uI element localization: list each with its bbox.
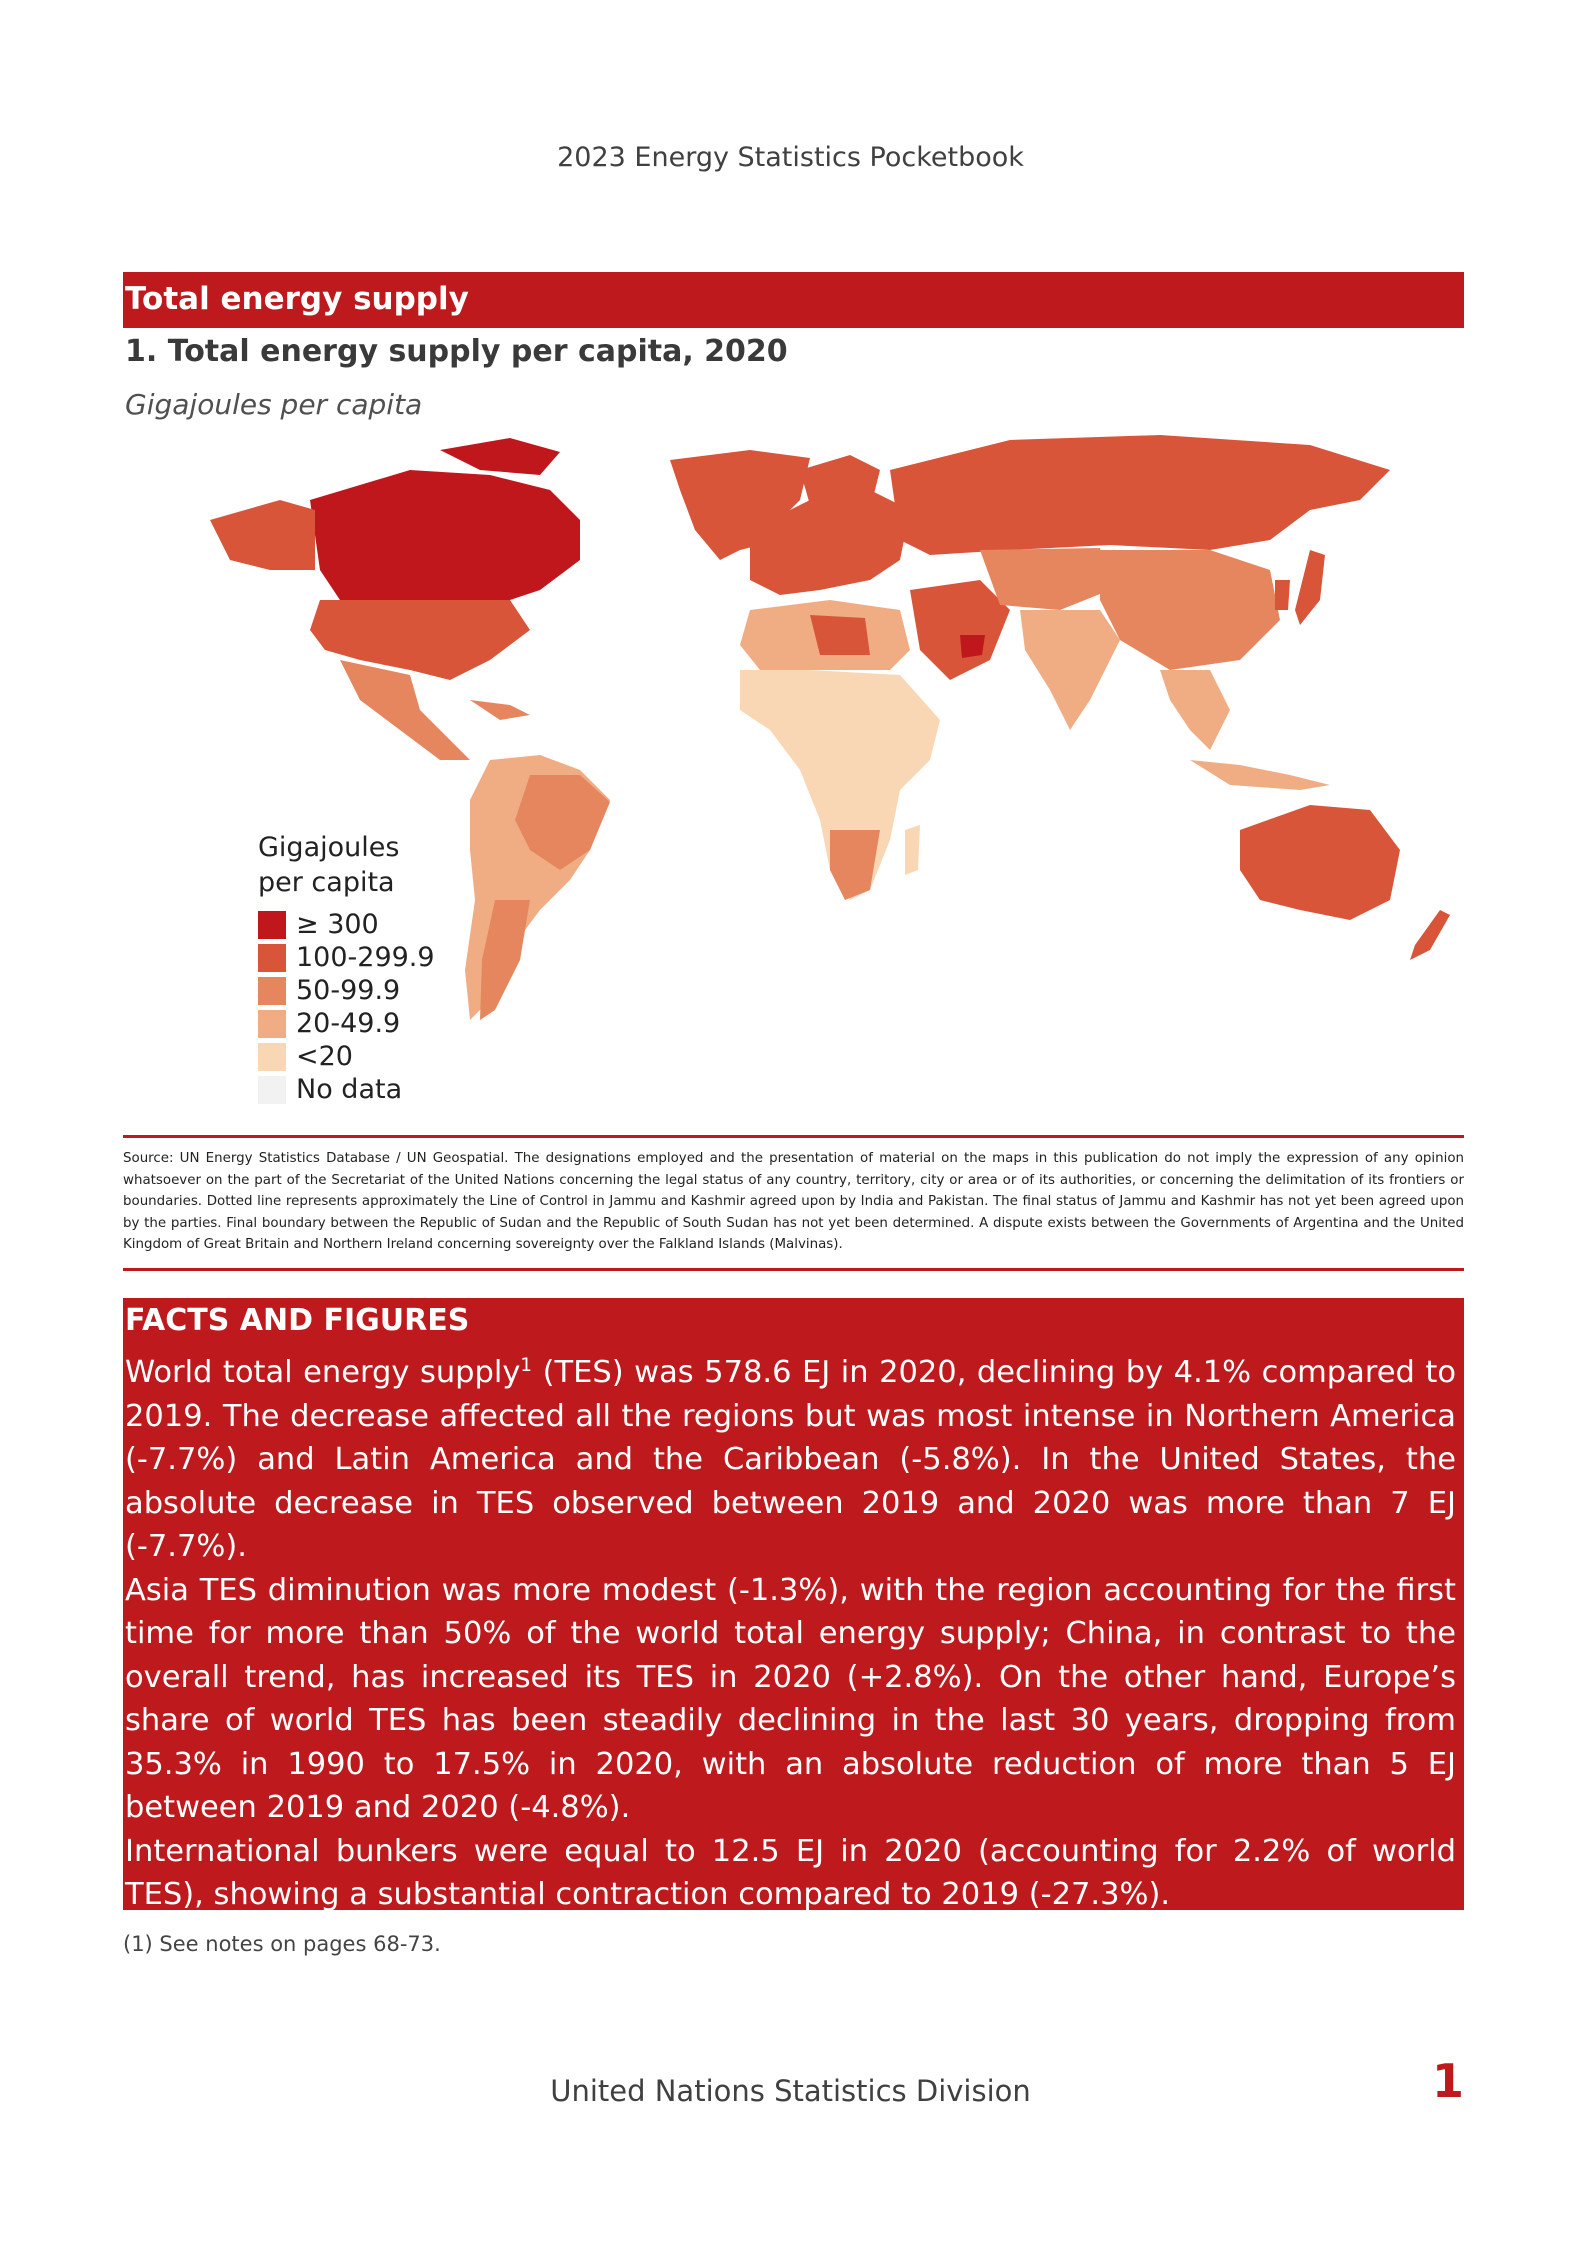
map-alaska — [210, 500, 315, 570]
map-japan — [1295, 550, 1325, 625]
facts-p1-text: World total energy supply — [125, 1355, 521, 1391]
map-indonesia — [1190, 760, 1330, 790]
map-madagascar — [905, 825, 920, 875]
legend-label: <20 — [296, 1041, 353, 1072]
map-legend — [258, 830, 435, 1106]
legend-item — [258, 1007, 435, 1040]
legend-swatch — [258, 1043, 286, 1071]
legend-item — [258, 974, 435, 1007]
map-new-zealand — [1410, 910, 1450, 960]
legend-label: No data — [296, 1074, 403, 1105]
map-libya — [810, 615, 870, 655]
legend-item — [258, 908, 435, 941]
footer: United Nations Statistics Division — [550, 2074, 1031, 2108]
legend-title-line-2: per capita — [258, 867, 395, 898]
legend-title-line-1: Gigajoules — [258, 832, 400, 863]
section-title-bar — [123, 272, 1464, 328]
figure-unit: Gigajoules per capita — [125, 388, 423, 421]
running-header: 2023 Energy Statistics Pocketbook — [557, 142, 1024, 173]
facts-p1-rest: (TES) was 578.6 EJ in 2020, declining by 4.1% compared to 2019. The decrease affected all the regions but was most intense in Northern America (-7.7%) and Latin America and the Caribbean (-5.8%). In the United States, the absolute decrease in TES observed between 2019 and 2020 was more than 7 EJ (-7.7%). — [125, 1355, 1456, 1565]
legend-title — [258, 830, 435, 900]
map-central-asia — [980, 548, 1110, 610]
map-middle-east — [910, 580, 1010, 680]
facts-heading: FACTS AND FIGURES — [125, 1303, 470, 1338]
legend-item — [258, 941, 435, 974]
map-usa — [310, 600, 530, 680]
legend-swatch — [258, 911, 286, 939]
map-russia — [890, 435, 1390, 555]
facts-paragraph-3: International bunkers were equal to 12.5 EJ in 2020 (accounting for 2.2% of world TES), showing a substantial contraction compared to 2019 (-27.3%). — [125, 1833, 1456, 1910]
facts-paragraph-2: Asia TES diminution was more modest (-1.3%), with the region accounting for the first time for more than 50% of the world total energy supply; China, in contrast to the overall trend, has increased its TES in 2020 (+2.8%). On the other hand, Europe’s share of world TES has been steadily declining in the last 30 years, dropping from 35.3% in 1990 to 17.5% in 2020, with an absolute reduction of more than 5 EJ between 2019 and 2020 (-4.8%). — [125, 1572, 1456, 1826]
map-gulf — [960, 635, 985, 658]
map-south-asia — [1020, 610, 1120, 730]
source-note: Source: UN Energy Statistics Database / UN Geospatial. The designations employed and the presentation of material on the maps in this publication do not imply the expression of any opinion whatsoever on the part of the Secretariat of the United Nations concerning the legal status of any country, territory, city or area or of its authorities, or concerning the delimitation of its frontiers or boundaries. Dotted line represents approximately the Line of Control in Jammu and Kashmir agreed upon by India and Pakistan. The final status of Jammu and Kashmir has not yet been agreed upon by the parties. Final boundary between the Republic of Sudan and the Republic of South Sudan has not yet been determined. A dispute exists between the Governments of Argentina and the United Kingdom of Great Britain and Northern Ireland concerning sovereignty over the Falkland Islands (Malvinas). — [123, 1151, 1464, 1252]
map-australia — [1240, 805, 1400, 920]
facts-paragraph-1 — [125, 1344, 1456, 1569]
map-china — [1100, 550, 1280, 670]
map-caribbean — [470, 700, 530, 720]
page-number: 1 — [1432, 2054, 1465, 2108]
legend-item — [258, 1040, 435, 1073]
figure-title: 1. Total energy supply per capita, 2020 — [125, 334, 788, 369]
legend-label: 20-49.9 — [296, 1008, 401, 1039]
legend-swatch — [258, 944, 286, 972]
map-korea — [1275, 580, 1290, 610]
section-title: Total energy supply — [125, 281, 469, 317]
map-southern-africa — [830, 830, 880, 900]
divider-top — [123, 1135, 1464, 1138]
legend-swatch — [258, 1010, 286, 1038]
map-southeast-asia — [1160, 670, 1230, 750]
legend-swatch — [258, 977, 286, 1005]
legend-label: 50-99.9 — [296, 975, 401, 1006]
footnote: (1) See notes on pages 68-73. — [123, 1932, 441, 1956]
legend-swatch — [258, 1076, 286, 1104]
map-arctic-islands — [440, 438, 560, 475]
legend-label: ≥ 300 — [296, 909, 379, 940]
legend-label: 100-299.9 — [296, 942, 435, 973]
divider-bottom — [123, 1268, 1464, 1271]
map-canada — [310, 470, 580, 600]
facts-box — [123, 1298, 1464, 1910]
footnote-marker: 1 — [520, 1355, 533, 1376]
legend-item — [258, 1073, 435, 1106]
